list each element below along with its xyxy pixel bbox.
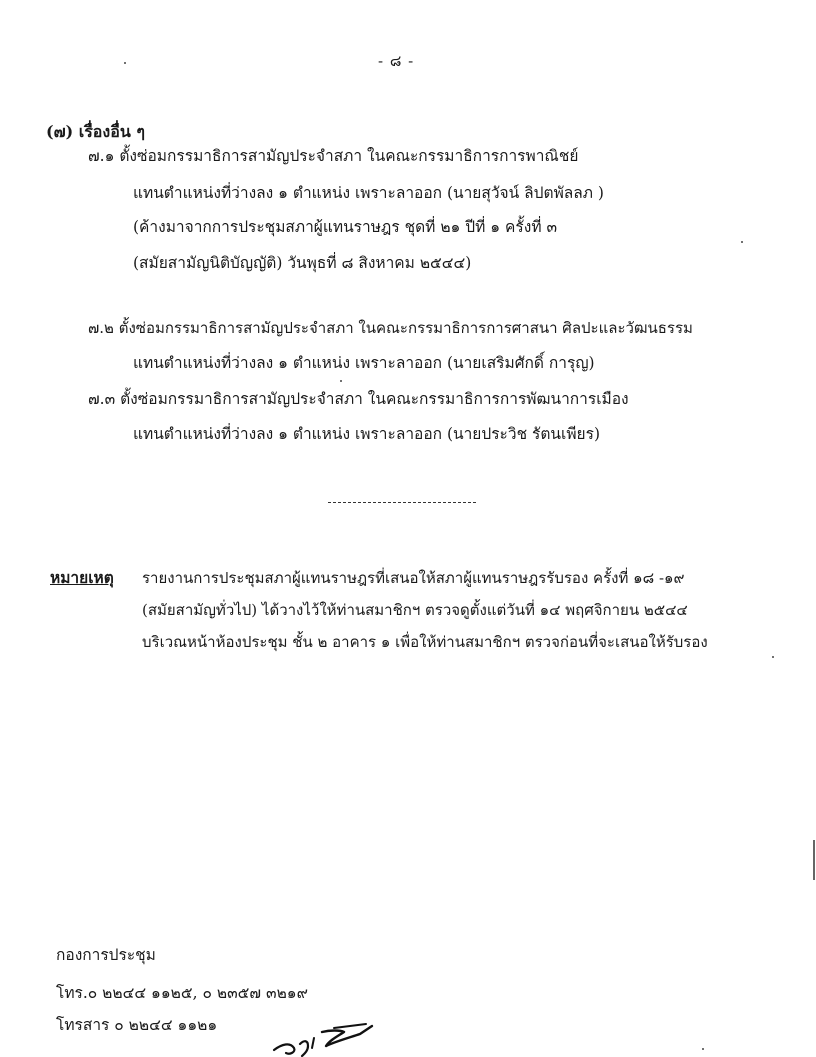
scan-speck	[772, 656, 774, 658]
footer-phone: โทร.๐ ๒๒๔๔ ๑๑๒๕, ๐ ๒๓๕๗ ๓๒๑๙	[56, 984, 309, 1002]
section-heading: (๗) เรื่องอื่น ๆ	[46, 122, 145, 141]
item-7-3-line-2: แทนตำแหน่งที่ว่างลง ๑ ตำแหน่ง เพราะลาออก (นายประวิช รัตนเพียร)	[133, 425, 600, 443]
item-7-1-line-3: (ค้างมาจากการประชุมสภาผู้แทนราษฎร ชุดที่ ๒๑ ปีที่ ๑ ครั้งที่ ๓	[133, 218, 558, 236]
scan-speck	[124, 62, 126, 64]
note-label: หมายเหตุ	[50, 568, 114, 587]
note-line-2: (สมัยสามัญทั่วไป) ได้วางไว้ให้ท่านสมาชิกฯ ตรวจดูตั้งแต่วันที่ ๑๔ พฤศจิกายน ๒๕๔๔	[142, 601, 688, 619]
note-line-3: บริเวณหน้าห้องประชุม ชั้น ๒ อาคาร ๑ เพื่อให้ท่านสมาชิกฯ ตรวจก่อนที่จะเสนอให้รับรอง	[142, 633, 708, 651]
item-7-1-line-1: ๗.๑ ตั้งซ่อมกรรมาธิการสามัญประจำสภา ในคณะกรรมาธิการการพาณิชย์	[88, 147, 579, 165]
scan-speck	[741, 241, 743, 243]
item-7-1-line-4: (สมัยสามัญนิติบัญญัติ) วันพุธที่ ๘ สิงหาคม ๒๕๔๔)	[133, 254, 472, 272]
scan-speck	[340, 380, 342, 382]
scan-edge	[813, 840, 815, 880]
item-7-1-line-2: แทนตำแหน่งที่ว่างลง ๑ ตำแหน่ง เพราะลาออก (นายสุวัจน์ ลิปตพัลลภ )	[133, 184, 604, 202]
note-line-1: รายงานการประชุมสภาผู้แทนราษฎรที่เสนอให้สภาผู้แทนราษฎรรับรอง ครั้งที่ ๑๘ -๑๙	[142, 569, 685, 587]
section-divider	[328, 502, 476, 503]
footer-office: กองการประชุม	[56, 946, 156, 964]
item-7-2-line-2: แทนตำแหน่งที่ว่างลง ๑ ตำแหน่ง เพราะลาออก (นายเสริมศักดิ์ การุญ)	[133, 354, 595, 372]
handwritten-signature	[268, 1018, 378, 1057]
page-number: - ๘ -	[378, 52, 415, 70]
item-7-3-line-1: ๗.๓ ตั้งซ่อมกรรมาธิการสามัญประจำสภา ในคณะกรรมาธิการการพัฒนาการเมือง	[88, 390, 629, 408]
item-7-2-line-1: ๗.๒ ตั้งซ่อมกรรมาธิการสามัญประจำสภา ในคณะกรรมาธิการการศาสนา ศิลปะและวัฒนธรรม	[88, 319, 693, 337]
scan-speck	[702, 1048, 704, 1050]
footer-fax: โทรสาร ๐ ๒๒๔๔ ๑๑๒๑	[56, 1016, 218, 1034]
